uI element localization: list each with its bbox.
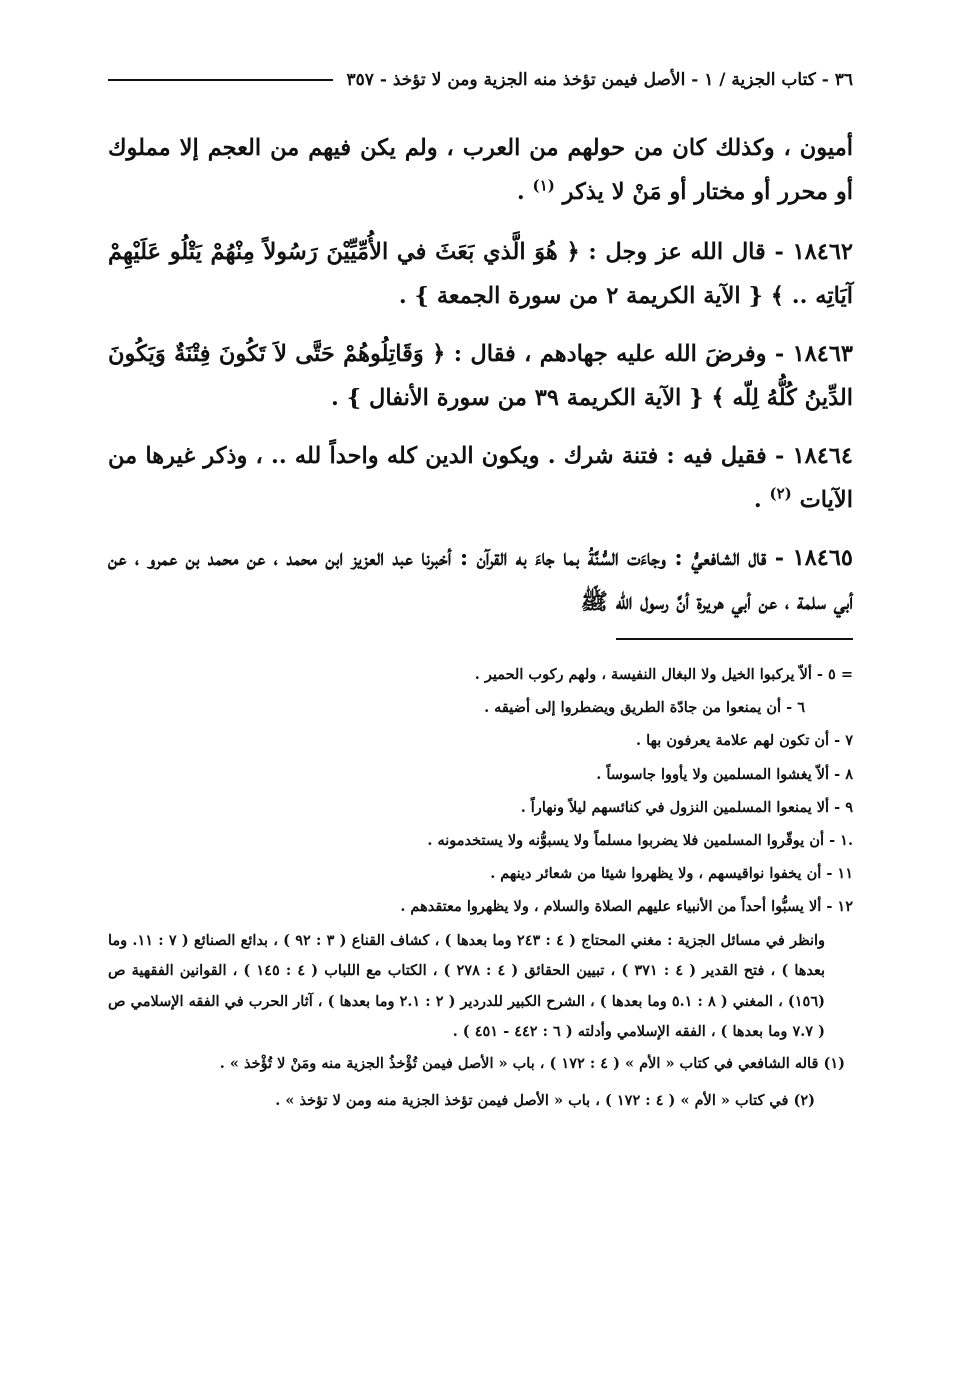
note-list-item: ٩ - ألا يمنعوا المسلمين النزول في كنائسهم ليلاً ونهاراً . xyxy=(520,798,853,816)
running-head-title: ٣٦ - كتاب الجزية / ١ - الأصل فيمن تؤخذ منه الجزية ومن لا تؤخذ - ٣٥٧ xyxy=(346,70,853,90)
references-note: وانظر في مسائل الجزية : مغني المحتاج ( ٤ : ٢٤٣ وما بعدها ) ، كشاف القناع ( ٣ : ٩٢ ) ، بدائع الصنائع ( ٧ : ١١. وما بعدها ) ، فتح القدير ( ٤ : ٣٧١ ) ، تبيين الحقائق ( ٤ : ٢٧٨ ) ، الكتاب مع اللباب ( ٤ : ١٤٥ ) ، القوانين الفقهية ص (١٥٦) ، المغني ( ٨ : ٥.١ وما بعدها ) ، الشرح الكبير للدردير ( ٢ : ٢.١ وما بعدها ) ، آثار الحرب في الفقه الإسلامي ص ( ٧.٧ وما بعدها ) ، الفقه الإسلامي وأدلته ( ٦ : ٤٤٢ - ٤٥١ ) . xyxy=(108,931,826,1041)
note-list-item: ٦ - أن يمنعوا من جادّة الطريق ويضطروا إلى أضيقه . xyxy=(484,699,805,717)
paragraph-number: ١٨٤٦٣ xyxy=(792,341,853,367)
paragraph-18465 xyxy=(108,536,853,624)
book-page xyxy=(108,60,853,1116)
paragraph-text: - وفرضَ الله عليه جهادهم ، فقال : ﴿ وَقَاتِلُوهُمْ حَتَّى لاَ تَكُونَ فِتْنَةٌ وَيَكُونَ الدِّينُ كُلُّهُ لِلّه ﴾ { الآية الكريمة ٣٩ من سورة الأنفال } . xyxy=(108,341,853,411)
paragraph-number: ١٨٤٦٤ xyxy=(792,443,853,469)
notes-section xyxy=(108,658,853,1116)
paragraph-number: ١٨٤٦٥ xyxy=(792,545,853,571)
running-head-rule xyxy=(108,79,333,81)
running-head xyxy=(108,60,853,100)
paragraph-continuation xyxy=(108,126,853,214)
note-list-item: = ٥ - ألاّ يركبوا الخيل ولا البغال النفيسة ، ولهم ركوب الحمير . xyxy=(474,666,853,683)
footnote-separator xyxy=(616,638,853,640)
paragraph-number: ١٨٤٦٢ xyxy=(792,239,853,265)
paragraph-tail: . xyxy=(753,487,770,513)
note-list-item: ٧ - أن تكون لهم علامة يعرفون بها . xyxy=(636,732,853,750)
paragraph-18463 xyxy=(108,332,853,420)
footnote-1: (١) قاله الشافعي في كتاب « الأم » ( ٤ : ١٧٢ ) ، باب « الأصل فيمن تُؤْخذُ الجزية منه ومَنْ لا تُؤْخذ » . xyxy=(219,1054,845,1072)
paragraph-text: - قال الله عز وجل : ﴿ هُوَ الَّذي بَعَثَ في الأُمِّيِّيْنَ رَسُولاً مِنْهُمْ يَتْلُو عَلَيْهِمْ آيَاتِه .. ﴾ { الآية الكريمة ٢ من سورة الجمعة } . xyxy=(108,239,853,309)
paragraph-18462 xyxy=(108,230,853,318)
note-list-item: ١٢ - ألا يسبُّوا أحداً من الأنبياء عليهم الصلاة والسلام ، ولا يظهروا معتقدهم . xyxy=(400,898,853,916)
footnote-reference: (١) xyxy=(532,176,555,195)
footnote-reference: (٢) xyxy=(769,484,792,503)
footnote-2: (٢) في كتاب « الأم » ( ٤ : ١٧٢ ) ، باب « الأصل فيمن تؤخذ الجزية منه ومن لا تؤخذ » . xyxy=(275,1091,815,1109)
note-list-item: ٨ - ألاّ يغشوا المسلمين ولا يأووا جاسوساً . xyxy=(596,765,853,783)
paragraph-text: - فقيل فيه : فتنة شرك . ويكون الدين كله واحداً لله .. ، وذكر غيرها من الآيات xyxy=(108,443,853,513)
paragraph-text: أميون ، وكذلك كان من حولهم من العرب ، ولم يكن فيهم من العجم إلا مملوك أو محرر أو مختار أو مَنْ لا يذكر xyxy=(108,135,853,205)
paragraph-text: - قال الشافعيُّ : وجاءَت السُّنَّةُ بما جاءَ به القرآن : أخبرنا عبد العزيز ابن محمد ، عن محمد بن عمرو ، عن أبي سلمة ، عن أبي هريرة أنَّ رسول الله ﷺ xyxy=(108,545,853,615)
note-list-item: ١١ - أن يخفوا نواقيسهم ، ولا يظهروا شيئا من شعائر دينهم . xyxy=(490,865,853,883)
paragraph-tail: . xyxy=(516,179,533,205)
main-text xyxy=(108,126,853,624)
note-list-item: .١ - أن يوقّروا المسلمين فلا يضربوا مسلماً ولا يسبوُّنه ولا يستخدمونه . xyxy=(427,832,853,850)
paragraph-18464 xyxy=(108,434,853,522)
